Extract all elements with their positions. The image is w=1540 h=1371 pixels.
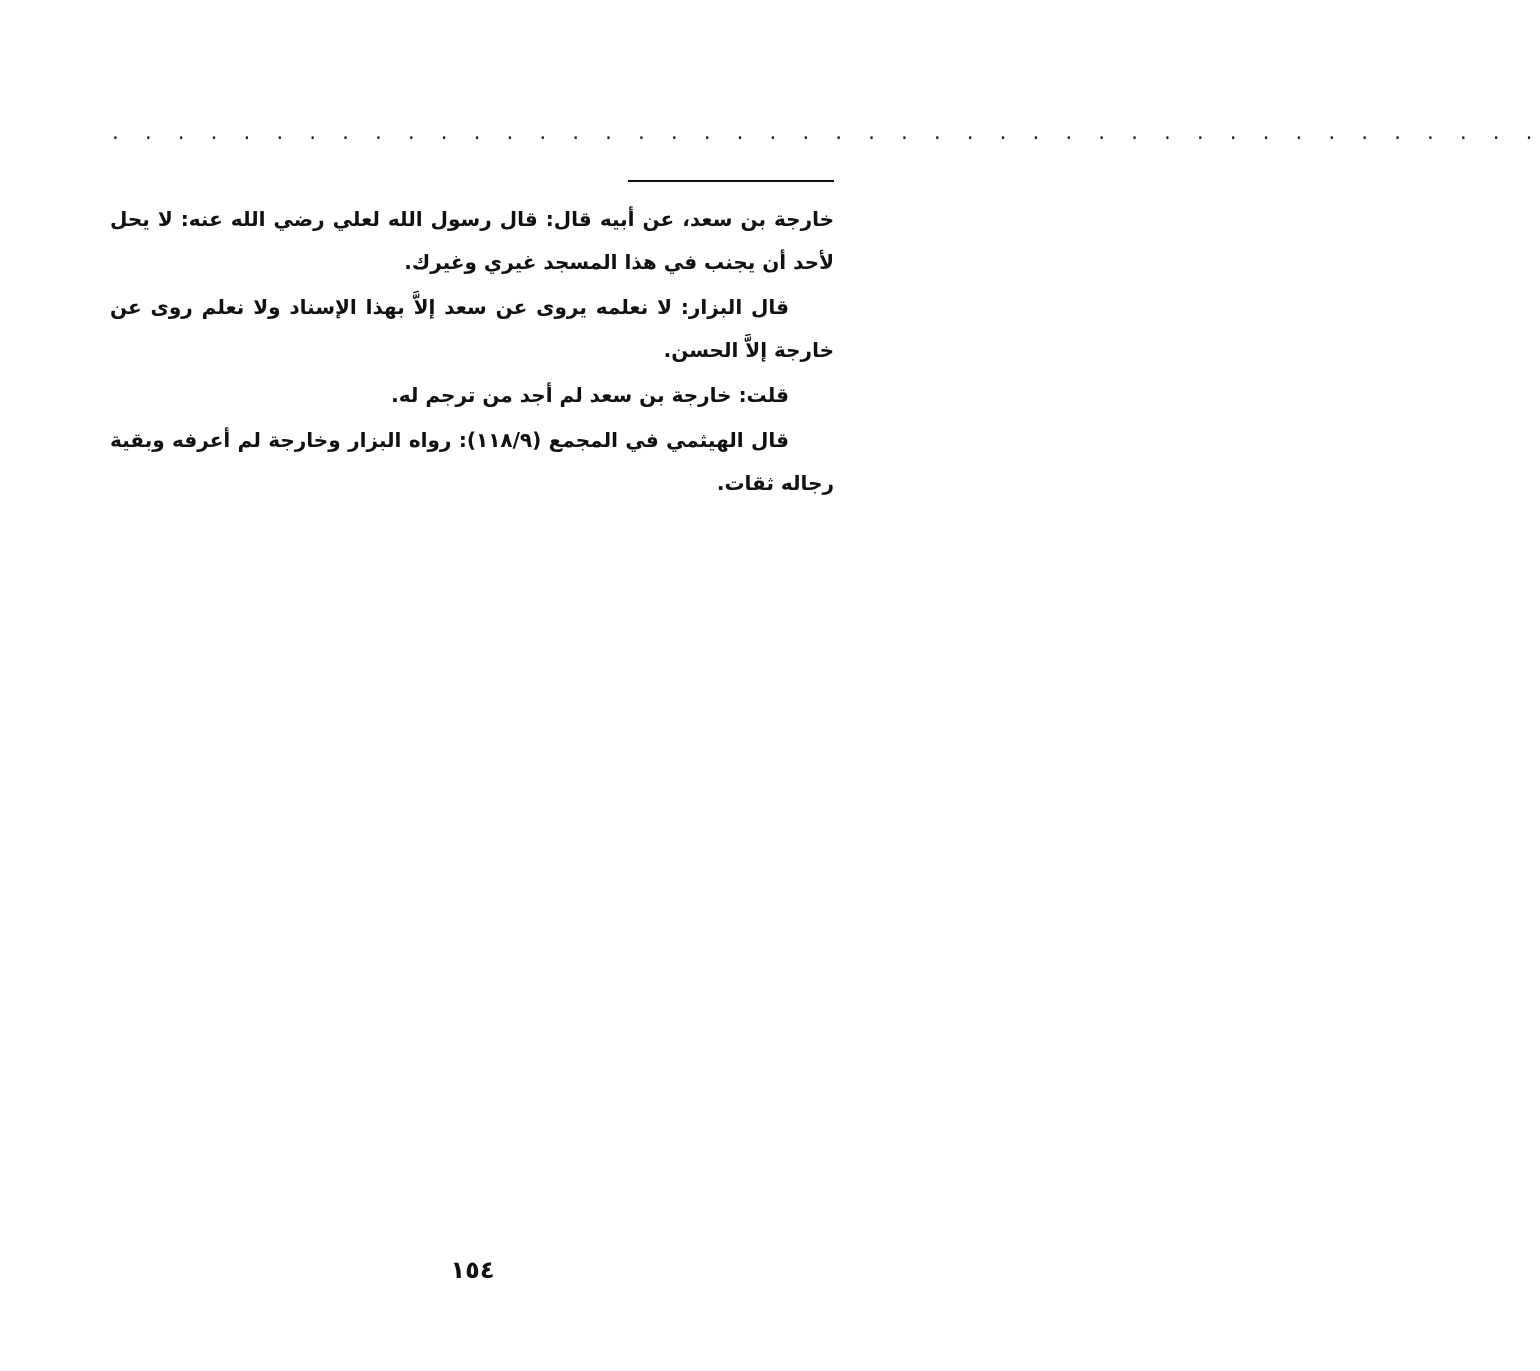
footnote-paragraph-1 xyxy=(110,198,834,284)
paragraph-lead: قلت: xyxy=(738,383,789,407)
paragraph-text: خارجة بن سعد لم أجد من ترجم له. xyxy=(391,383,739,407)
paragraph-text: قال البزار: لا نعلمه يروى عن سعد إلاَّ بهذا الإسناد ولا نعلم روى عن خارجة إلاَّ الحسن. xyxy=(110,295,834,362)
dotted-separator: . . . . . . . . . . . . . . . . . . . . . . . . . . . . . . . . . . . . . . . . . . . . xyxy=(110,123,1540,144)
footnote-paragraph-2 xyxy=(110,286,834,372)
page-number: ١٥٤ xyxy=(450,1256,495,1284)
paragraph-text: خارجة بن سعد، عن أبيه قال: قال رسول الله لعلي رضي الله عنه: لا يحل لأحد أن يجنب في هذا المسجد غيري وغيرك. xyxy=(110,207,834,274)
footnote-rule xyxy=(628,180,834,182)
footnote-text xyxy=(110,198,834,507)
footnote-paragraph-3 xyxy=(110,374,834,417)
paragraph-text: قال الهيثمي في المجمع (١١٨/٩): رواه البزار وخارجة لم أعرفه وبقية رجاله ثقات. xyxy=(110,428,834,495)
footnote-paragraph-4 xyxy=(110,419,834,505)
